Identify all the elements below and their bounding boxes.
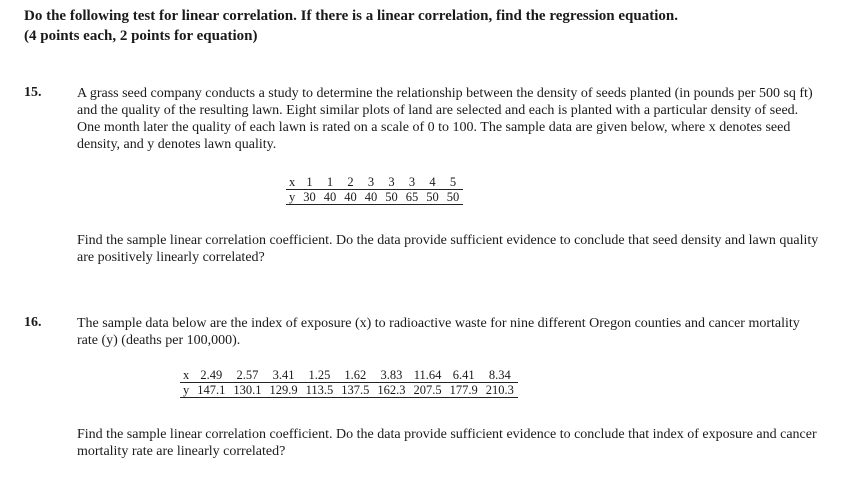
y-value-cell: 50 bbox=[381, 190, 402, 205]
y-value-cell: 40 bbox=[320, 190, 341, 205]
y-value-cell: 162.3 bbox=[373, 383, 409, 398]
y-value-cell: 40 bbox=[340, 190, 361, 205]
instructions-line-1: Do the following test for linear correlation. If there is a linear correlation, find the regression equation. bbox=[24, 8, 678, 24]
x-value-cell: 1.25 bbox=[302, 368, 338, 383]
question-15-question: Find the sample linear correlation coefficient. Do the data provide sufficient evidence to conclude that seed density and lawn quality are positively linearly correlated? bbox=[77, 233, 819, 265]
question-16-data-table bbox=[180, 368, 518, 398]
y-value-cell: 50 bbox=[443, 190, 464, 205]
x-value-cell: 1.62 bbox=[337, 368, 373, 383]
y-value-cell: 129.9 bbox=[266, 383, 302, 398]
y-value-cell: 207.5 bbox=[410, 383, 446, 398]
x-value-cell: 4 bbox=[422, 175, 443, 190]
x-value-cell: 5 bbox=[443, 175, 464, 190]
y-value-cell: 30 bbox=[299, 190, 320, 205]
x-value-cell: 1 bbox=[299, 175, 320, 190]
y-value-cell: 40 bbox=[361, 190, 382, 205]
question-16-number: 16. bbox=[24, 315, 42, 330]
y-value-cell: 65 bbox=[402, 190, 423, 205]
question-16-prompt: The sample data below are the index of exposure (x) to radioactive waste for nine different Oregon counties and cancer mortality rate (y) (deaths per 100,000). bbox=[77, 316, 800, 348]
question-15-prompt: A grass seed company conducts a study to determine the relationship between the density of seeds planted (in pounds per 500 sq ft) and the quality of the resulting lawn. Eight similar plots of land are selected and each is planted with a particular density of seed. One month later the quality of each lawn is rated on a scale of 0 to 100. The sample data are given below, where x denotes seed density, and y denotes lawn quality. bbox=[77, 86, 813, 152]
x-value-cell: 8.34 bbox=[482, 368, 518, 383]
x-label: x bbox=[180, 368, 193, 383]
x-value-cell: 3.41 bbox=[266, 368, 302, 383]
table-row-y bbox=[180, 383, 518, 398]
x-value-cell: 2.57 bbox=[229, 368, 265, 383]
y-label: y bbox=[286, 190, 299, 205]
x-value-cell: 1 bbox=[320, 175, 341, 190]
x-value-cell: 6.41 bbox=[446, 368, 482, 383]
y-value-cell: 147.1 bbox=[193, 383, 229, 398]
y-value-cell: 50 bbox=[422, 190, 443, 205]
table-row-y bbox=[286, 190, 463, 205]
question-16-question: Find the sample linear correlation coefficient. Do the data provide sufficient evidence to conclude that index of exposure and cancer mortality rate are linearly correlated? bbox=[77, 427, 817, 459]
x-value-cell: 2.49 bbox=[193, 368, 229, 383]
instructions-header bbox=[24, 6, 824, 46]
x-value-cell: 11.64 bbox=[410, 368, 446, 383]
question-15-data-table bbox=[286, 175, 463, 205]
x-value-cell: 3 bbox=[381, 175, 402, 190]
y-value-cell: 177.9 bbox=[446, 383, 482, 398]
question-15-number: 15. bbox=[24, 85, 42, 100]
x-label: x bbox=[286, 175, 299, 190]
y-label: y bbox=[180, 383, 193, 398]
x-value-cell: 2 bbox=[340, 175, 361, 190]
x-value-cell: 3 bbox=[402, 175, 423, 190]
instructions-line-2: (4 points each, 2 points for equation) bbox=[24, 28, 258, 44]
x-value-cell: 3 bbox=[361, 175, 382, 190]
table-row-x bbox=[286, 175, 463, 190]
y-value-cell: 210.3 bbox=[482, 383, 518, 398]
y-value-cell: 113.5 bbox=[302, 383, 338, 398]
table-row-x bbox=[180, 368, 518, 383]
x-value-cell: 3.83 bbox=[373, 368, 409, 383]
y-value-cell: 137.5 bbox=[337, 383, 373, 398]
y-value-cell: 130.1 bbox=[229, 383, 265, 398]
